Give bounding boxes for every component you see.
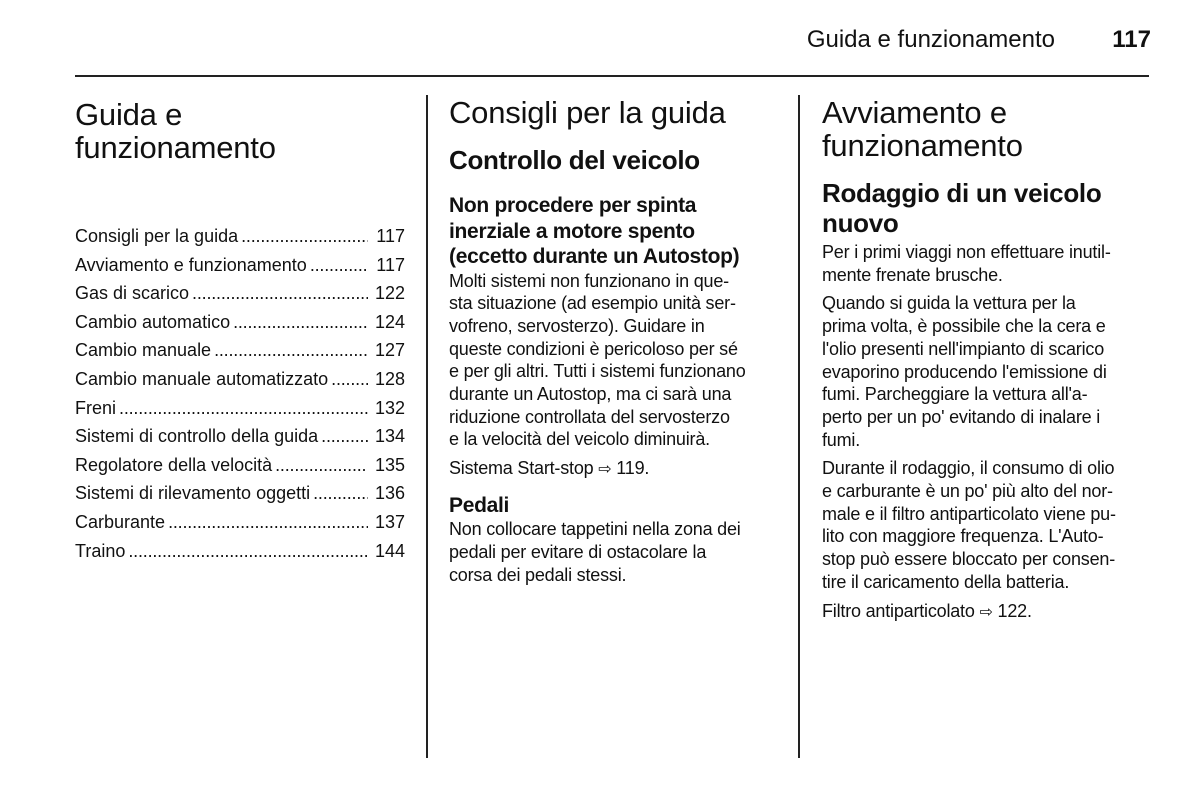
particulate-filter-reference[interactable]	[822, 600, 1152, 625]
toc-entry-page: 136	[374, 483, 405, 504]
section-title-line-2: funzionamento	[822, 128, 1023, 163]
text-line: durante un Autostop, ma ci sarà una	[449, 384, 732, 405]
toc-entry[interactable]	[75, 451, 405, 480]
text-line: vofreno, servosterzo). Guidare in	[449, 315, 705, 336]
chapter-title-line-1: Guida e	[75, 97, 183, 132]
text-line: sta situazione (ad esempio unità ser-	[449, 293, 736, 314]
toc-entry-label: Cambio manuale automatizzato	[75, 368, 329, 389]
toc-entry-label: Traino	[75, 540, 126, 561]
toc-entry[interactable]	[75, 222, 405, 251]
topic-title-coasting	[449, 193, 779, 270]
toc-entry[interactable]	[75, 394, 405, 423]
toc-entry-page: 135	[374, 454, 405, 475]
column-divider-1	[426, 95, 428, 758]
toc-entry-page: 127	[374, 340, 405, 361]
text-line: prima volta, è possibile che la cera e	[822, 316, 1106, 337]
reference-text: Filtro antiparticolato	[822, 600, 975, 621]
text-line: l'olio presenti nell'impianto di scarico	[822, 338, 1105, 359]
chapter-title	[75, 98, 405, 164]
text-line: mente frenate brusche.	[822, 264, 1003, 285]
break-in-paragraph-3	[822, 457, 1152, 593]
text-line: corsa dei pedali stessi.	[449, 564, 627, 585]
toc-leader-dots	[321, 422, 368, 451]
column-divider-2	[798, 95, 800, 758]
toc-entry[interactable]	[75, 279, 405, 308]
text-line: lito con maggiore frequenza. L'Auto-	[822, 526, 1104, 547]
toc-leader-dots	[233, 308, 368, 337]
break-in-paragraph-1	[822, 241, 1152, 286]
toc-entry-page: 117	[376, 226, 405, 246]
toc-entry-label: Sistemi di controllo della guida	[75, 426, 319, 447]
text-line: Durante il rodaggio, il consumo di olio	[822, 458, 1115, 479]
subsection-title-line-1: Rodaggio di un veicolo	[822, 178, 1102, 208]
text-line: queste condizioni è pericoloso per sé	[449, 338, 738, 359]
topic-title-line-2: inerziale a motore spento	[449, 219, 695, 243]
toc-entry-label: Freni	[75, 397, 117, 418]
text-line: riduzione controllata del servosterzo	[449, 406, 730, 427]
toc-entry-label: Carburante	[75, 511, 166, 532]
page-number: 117	[1112, 26, 1151, 53]
start-stop-reference[interactable]	[449, 457, 779, 482]
chapter-contents-column	[75, 92, 405, 565]
text-line: tire il caricamento della batteria.	[822, 571, 1070, 592]
toc-entry-label: Consigli per la guida	[75, 226, 239, 246]
toc-leader-dots	[168, 508, 368, 537]
toc-entry[interactable]	[75, 251, 405, 280]
pedals-paragraph	[449, 518, 779, 586]
break-in-paragraph-2	[822, 292, 1152, 451]
toc-leader-dots	[192, 279, 368, 308]
reference-page: 122.	[997, 600, 1032, 621]
reference-text: Sistema Start-stop	[449, 458, 594, 479]
subsection-title-vehicle-control: Controllo del veicolo	[449, 145, 700, 175]
toc-entry[interactable]	[75, 365, 405, 394]
toc-entry-page: 137	[374, 511, 405, 532]
toc-entry-page: 134	[374, 426, 405, 447]
text-line: e per gli altri. Tutti i sistemi funzionano	[449, 361, 746, 382]
section-title-starting	[822, 96, 1152, 162]
subsection-title-break-in	[822, 178, 1152, 238]
text-line: male e il filtro antiparticolato viene pu-	[822, 503, 1116, 524]
text-line: fumi. Parcheggiare la vettura all'a-	[822, 384, 1088, 405]
toc-entry-page: 117	[376, 254, 405, 275]
toc-leader-dots	[331, 365, 368, 394]
toc-entry-label: Avviamento e funzionamento	[75, 254, 307, 275]
toc-entry[interactable]	[75, 422, 405, 451]
topic-title-pedals: Pedali	[449, 493, 510, 517]
toc-entry-page: 122	[374, 283, 405, 304]
text-line: pedali per evitare di ostacolare la	[449, 542, 707, 563]
toc-entry-page: 144	[374, 540, 405, 561]
text-line: e carburante è un po' più alto del nor-	[822, 481, 1113, 502]
running-header-title: Guida e funzionamento	[806, 26, 1055, 53]
text-line: Non collocare tappetini nella zona dei	[449, 519, 741, 540]
reference-page: 119.	[616, 458, 650, 479]
toc-entry[interactable]	[75, 508, 405, 537]
text-line: Quando si guida la vettura per la	[822, 293, 1076, 314]
section-title-driving-tips: Consigli per la guida	[449, 95, 726, 130]
text-line: Molti sistemi non funzionano in que-	[449, 270, 729, 291]
toc-entry-label: Gas di scarico	[75, 283, 190, 304]
driving-tips-column	[449, 92, 779, 586]
coasting-paragraph	[449, 270, 779, 452]
page-reference-arrow-icon: ⇨	[598, 461, 612, 479]
toc-entry-label: Regolatore della velocità	[75, 454, 273, 475]
toc-leader-dots	[310, 251, 368, 280]
section-title-line-1: Avviamento e	[822, 95, 1007, 130]
starting-operation-column	[822, 92, 1152, 624]
text-line: perto per un po' evitando di inalare i	[822, 406, 1101, 427]
toc-leader-dots	[275, 451, 368, 480]
page-reference-arrow-icon: ⇨	[979, 603, 993, 621]
toc-entry[interactable]	[75, 479, 405, 508]
toc-entry-label: Sistemi di rilevamento oggetti	[75, 483, 311, 504]
toc-leader-dots	[214, 336, 368, 365]
toc-entry-page: 128	[374, 368, 405, 389]
topic-title-line-3: (eccetto durante un Autostop)	[449, 245, 740, 268]
chapter-title-line-2: funzionamento	[75, 130, 276, 165]
toc-entry-page: 132	[374, 397, 405, 418]
toc-entry-label: Cambio automatico	[75, 311, 231, 332]
header-divider	[75, 75, 1149, 77]
text-line: e la velocità del veicolo diminuirà.	[449, 429, 710, 450]
toc-leader-dots	[128, 537, 368, 566]
toc-entry-label: Cambio manuale	[75, 340, 212, 361]
toc-entry[interactable]	[75, 537, 405, 566]
text-line: fumi.	[822, 429, 861, 450]
text-line: Per i primi viaggi non effettuare inutil-	[822, 242, 1111, 262]
toc-leader-dots	[119, 394, 368, 423]
subsection-title-line-2: nuovo	[822, 208, 899, 238]
toc-leader-dots	[241, 222, 368, 251]
toc-entry[interactable]	[75, 336, 405, 365]
text-line: stop può essere bloccato per consen-	[822, 549, 1115, 570]
table-of-contents	[75, 222, 405, 565]
toc-entry-page: 124	[374, 311, 405, 332]
topic-title-line-1: Non procedere per spinta	[449, 194, 697, 217]
toc-leader-dots	[313, 479, 368, 508]
toc-entry[interactable]	[75, 308, 405, 337]
text-line: evaporino producendo l'emissione di	[822, 361, 1107, 382]
